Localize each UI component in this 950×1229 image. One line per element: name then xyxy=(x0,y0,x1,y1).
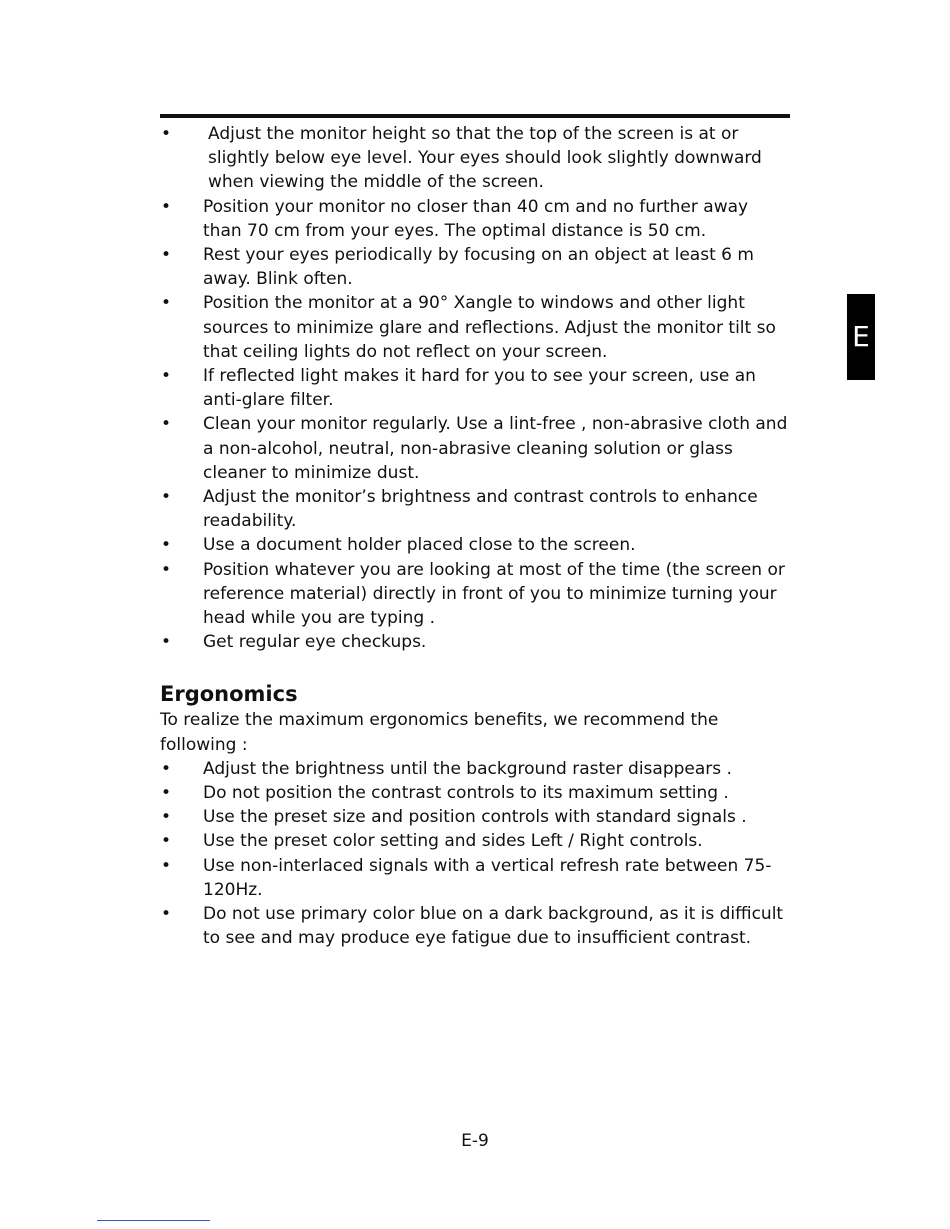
list-item: • Position your monitor no closer than 40 cm and no further away than 70 cm from your eyes. The optimal distance is 50 cm. xyxy=(160,195,792,243)
list-item: • Use a document holder placed close to the screen. xyxy=(160,533,792,557)
list-item: • Position whatever you are looking at most of the time (the screen or reference material) directly in front of you to minimize turning your head while you are typing . xyxy=(160,558,792,631)
list-item: • Use the preset size and position controls with standard signals . xyxy=(160,805,792,829)
list-item: • Clean your monitor regularly. Use a lint-free , non-abrasive cloth and a non-alcohol, neutral, non-abrasive cleaning solution or glass cleaner to minimize dust. xyxy=(160,412,792,485)
ergonomics-list xyxy=(160,757,792,951)
list-item: • Do not use primary color blue on a dark background, as it is difficult to see and may produce eye fatigue due to insufficient contrast. xyxy=(160,902,792,950)
list-item: • Adjust the monitor’s brightness and contrast controls to enhance readability. xyxy=(160,485,792,533)
list-item: • Use the preset color setting and sides Left / Right controls. xyxy=(160,829,792,853)
list-item: • Get regular eye checkups. xyxy=(160,630,792,654)
page-number: E-9 xyxy=(461,1131,489,1151)
list-item: • Adjust the brightness until the background raster disappears . xyxy=(160,757,792,781)
top-divider xyxy=(160,114,790,118)
section-heading-ergonomics: Ergonomics xyxy=(160,682,298,707)
list-item: • Do not position the contrast controls to its maximum setting . xyxy=(160,781,792,805)
list-item: • Rest your eyes periodically by focusing on an object at least 6 m away. Blink often. xyxy=(160,243,792,291)
section-tab: E xyxy=(847,294,875,380)
bottom-rule xyxy=(97,1220,210,1221)
page-content xyxy=(160,122,792,951)
eye-care-list xyxy=(160,122,792,654)
list-item: • If reflected light makes it hard for you to see your screen, use an anti-glare filter. xyxy=(160,364,792,412)
ergonomics-intro: To realize the maximum ergonomics benefits, we recommend the following : xyxy=(160,710,719,755)
list-item: • Adjust the monitor height so that the top of the screen is at or slightly below eye level. Your eyes should look slightly downward when viewing the middle of the screen. xyxy=(160,122,792,195)
list-item: • Use non-interlaced signals with a vertical refresh rate between 75-120Hz. xyxy=(160,854,792,902)
list-item: • Position the monitor at a 90° Xangle to windows and other light sources to minimize glare and reflections. Adjust the monitor tilt so that ceiling lights do not reflect on your screen. xyxy=(160,291,792,364)
